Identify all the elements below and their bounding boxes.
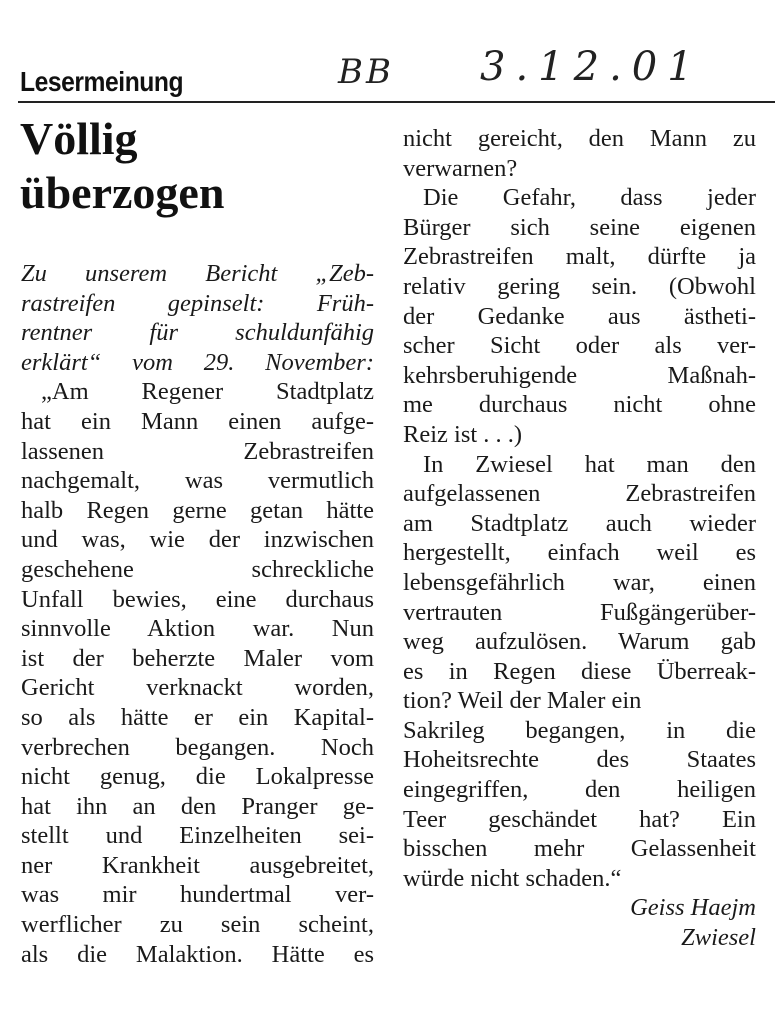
intro-line: Zu unserem Bericht „Zeb- xyxy=(21,260,374,287)
body-line: kehrsberuhigende Maßnah- xyxy=(403,361,756,389)
body-line: Gericht verknackt worden, xyxy=(21,674,374,702)
body-line: so als hätte er ein Kapital- xyxy=(21,703,374,731)
body-line: vertrauten Fußgängerüber- xyxy=(403,598,756,626)
body-line: Bürger sich seine eigenen xyxy=(403,213,756,241)
body-line: Unfall bewies, eine durchaus xyxy=(21,585,374,613)
body-line: nachgemalt, was vermutlich xyxy=(21,467,374,495)
body-line: weg aufzulösen. Warum gab xyxy=(403,628,756,656)
body-line: am Stadtplatz auch wieder xyxy=(403,509,756,537)
body-line: ner Krankheit ausgebreitet, xyxy=(21,851,374,879)
body-line: was mir hundertmal ver- xyxy=(21,881,374,909)
body-line: scher Sicht oder als ver- xyxy=(403,332,756,360)
body-line: und was, wie der inzwischen xyxy=(21,526,374,554)
body-line: In Zwiesel hat man den xyxy=(423,450,756,478)
body-line: der Gedanke aus ästheti- xyxy=(403,302,756,330)
body-line: eingegriffen, den heiligen xyxy=(403,776,756,804)
body-line: lassenen Zebrastreifen xyxy=(21,437,374,465)
handwritten-source-note: BB xyxy=(338,52,394,92)
body-line: als die Malaktion. Hätte es xyxy=(21,940,374,968)
body-line: verwarnen? xyxy=(403,154,518,182)
body-line: Die Gefahr, dass jeder xyxy=(423,184,756,212)
body-line: nicht gereicht, den Mann zu xyxy=(403,125,756,152)
body-line: me durchaus nicht ohne xyxy=(403,391,756,419)
body-line: „Am Regener Stadtplatz xyxy=(41,378,374,406)
body-line: werflicher zu sein scheint, xyxy=(21,911,374,939)
body-line: Teer geschändet hat? Ein xyxy=(403,805,756,833)
handwritten-date-note: 3.12.01 xyxy=(480,44,703,90)
body-line: tion? Weil der Maler ein xyxy=(403,687,642,715)
body-line: halb Regen gerne getan hätte xyxy=(21,496,374,524)
headline-line: überzogen xyxy=(20,167,225,218)
body-line: ist der beherzte Maler vom xyxy=(21,644,374,672)
section-rubric: Lesermeinung xyxy=(20,66,184,97)
body-line: nicht genug, die Lokalpresse xyxy=(21,763,374,791)
body-line: Hoheitsrechte des Staates xyxy=(403,746,756,774)
body-line: es in Regen diese Überreak- xyxy=(403,657,756,685)
rubric-divider xyxy=(18,101,775,103)
body-line: stellt und Einzelheiten sei- xyxy=(21,822,374,850)
intro-line: rentner für schuldunfähig xyxy=(21,319,374,347)
intro-line: erklärt“ vom 29. November: xyxy=(21,348,374,376)
body-line: geschehene schreckliche xyxy=(21,555,374,583)
body-line: aufgelassenen Zebrastreifen xyxy=(403,480,756,508)
article-column-right xyxy=(403,124,756,953)
body-line: Reiz ist . . .) xyxy=(403,420,523,448)
author-place: Zwiesel xyxy=(681,924,756,952)
intro-line: rastreifen gepinselt: Früh- xyxy=(21,289,374,317)
body-line: hat ein Mann einen aufge- xyxy=(21,407,374,435)
headline-line: Völlig xyxy=(20,113,138,164)
body-line: lebensgefährlich war, einen xyxy=(403,568,756,596)
body-line: bisschen mehr Gelassenheit xyxy=(403,835,756,863)
body-line: Sakrileg begangen, in die xyxy=(403,716,756,744)
body-line: verbrechen begangen. Noch xyxy=(21,733,374,761)
body-line: hergestellt, einfach weil es xyxy=(403,539,756,567)
body-line: Zebrastreifen malt, dürfte ja xyxy=(403,243,756,271)
body-line: würde nicht schaden.“ xyxy=(403,864,622,892)
article-headline xyxy=(20,112,390,220)
body-line: hat ihn an den Pranger ge- xyxy=(21,792,374,820)
body-line: relativ gering sein. (Obwohl xyxy=(403,272,756,300)
author-name: Geiss Haejm xyxy=(630,894,756,922)
body-line: sinnvolle Aktion war. Nun xyxy=(21,615,374,643)
article-column-left xyxy=(21,259,374,969)
